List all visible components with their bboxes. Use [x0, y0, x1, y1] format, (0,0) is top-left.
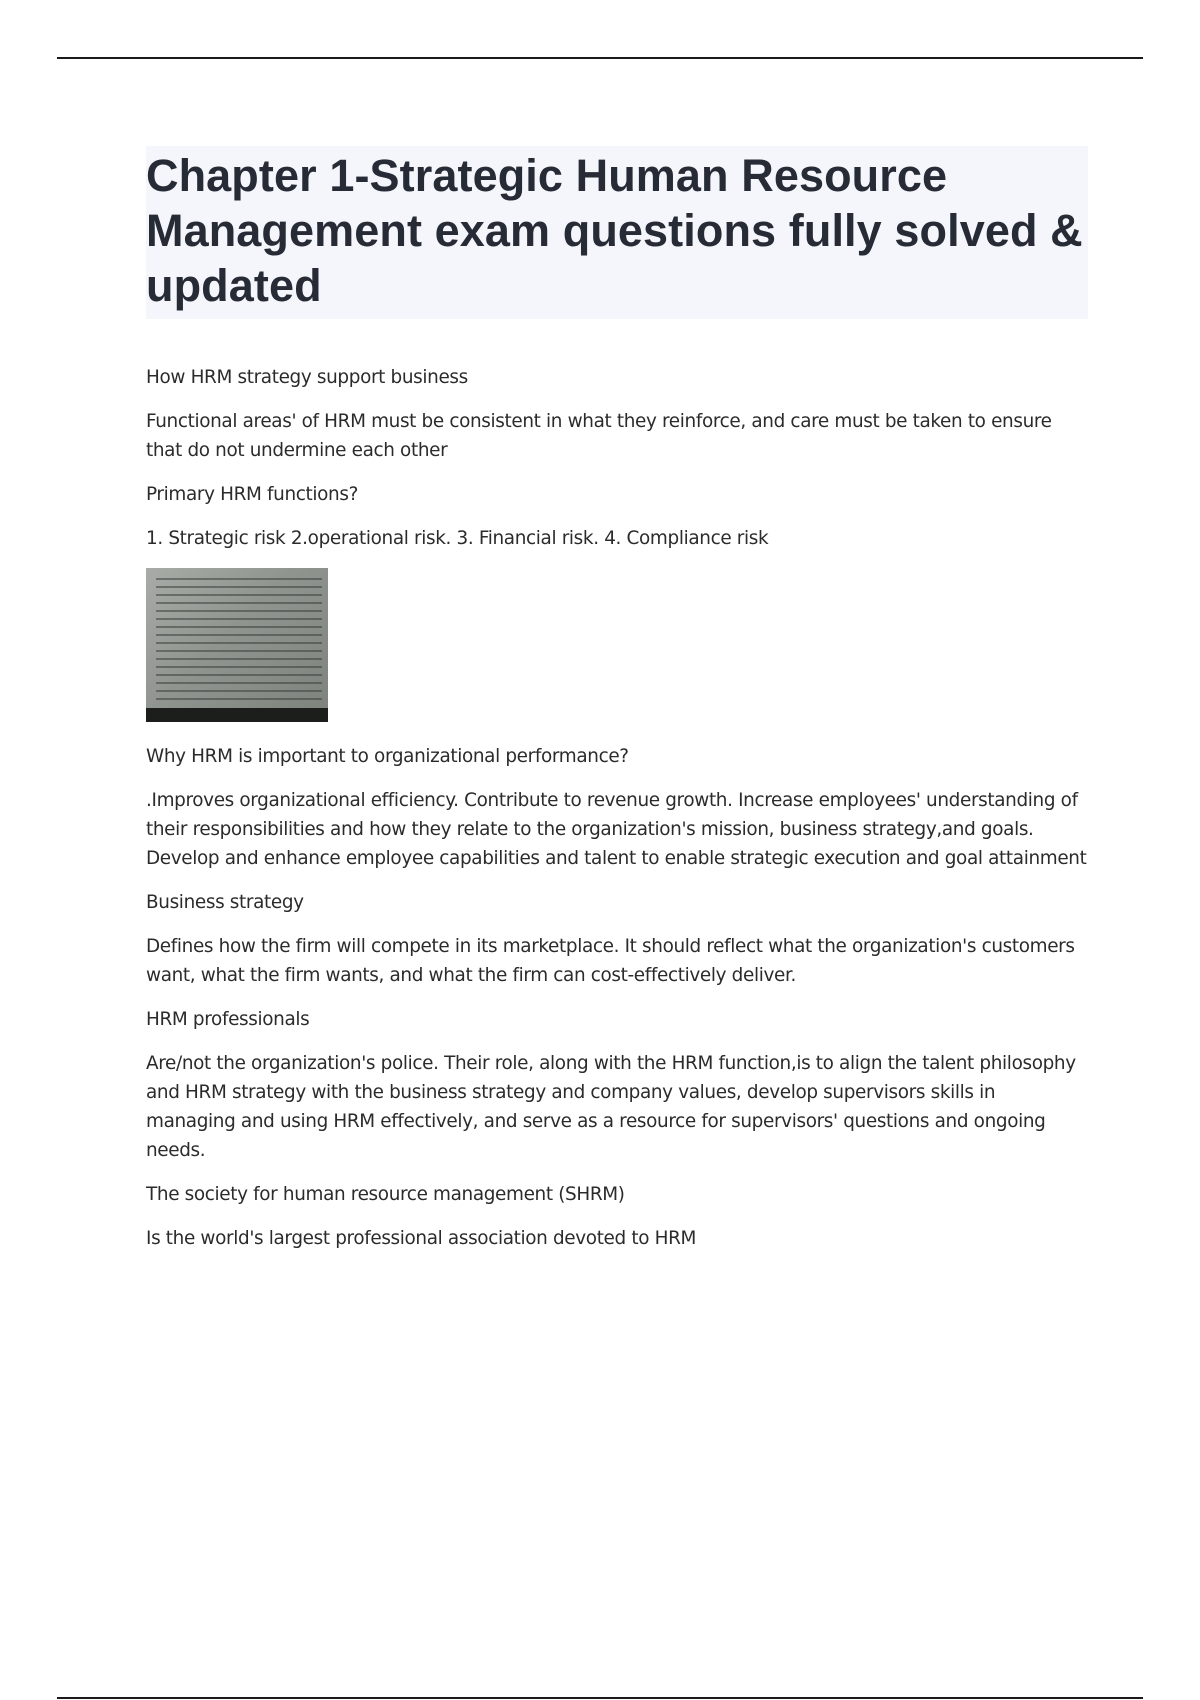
question-text: HRM professionals	[146, 1009, 310, 1030]
answer-text: 1. Strategic risk 2.operational risk. 3. Financial risk. 4. Compliance risk	[146, 528, 769, 549]
top-rule	[57, 57, 1143, 59]
answer-text: .Improves organizational efficiency. Contribute to revenue growth. Increase employees' understanding of their responsibilities and how they relate to the organization's mission, business strategy,and goals. Develop and enhance employee capabilities and talent to enable strategic execution and goal attainment	[146, 790, 1087, 869]
answer-text: Is the world's largest professional association devoted to HRM	[146, 1228, 697, 1249]
answer-text: Are/not the organization's police. Their role, along with the HRM function,is to align the talent philosophy and HRM strategy with the business strategy and company values, develop supervisors skills in managing and using HRM effectively, and serve as a resource for supervisors' questions and ongoing needs.	[146, 1053, 1076, 1161]
question-text: Why HRM is important to organizational performance?	[146, 746, 629, 767]
document-title: Chapter 1-Strategic Human Resource Management exam questions fully solved & updated	[146, 150, 1083, 311]
bottom-rule	[57, 1697, 1143, 1699]
photo-of-text-page-image	[146, 568, 328, 722]
question-text: How HRM strategy support business	[146, 367, 468, 388]
title-block	[146, 146, 1088, 319]
answer-text: Defines how the firm will compete in its marketplace. It should reflect what the organization's customers want, what the firm wants, and what the firm can cost-effectively deliver.	[146, 936, 1075, 986]
question-text: The society for human resource management (SHRM)	[146, 1184, 625, 1205]
answer-text: Functional areas' of HRM must be consistent in what they reinforce, and care must be taken to ensure that do not undermine each other	[146, 411, 1052, 461]
question-text: Primary HRM functions?	[146, 484, 358, 505]
question-text: Business strategy	[146, 892, 304, 913]
document-body	[146, 146, 1088, 1268]
photo-text-lines	[156, 578, 322, 704]
photo-bottom-shadow	[146, 708, 328, 722]
